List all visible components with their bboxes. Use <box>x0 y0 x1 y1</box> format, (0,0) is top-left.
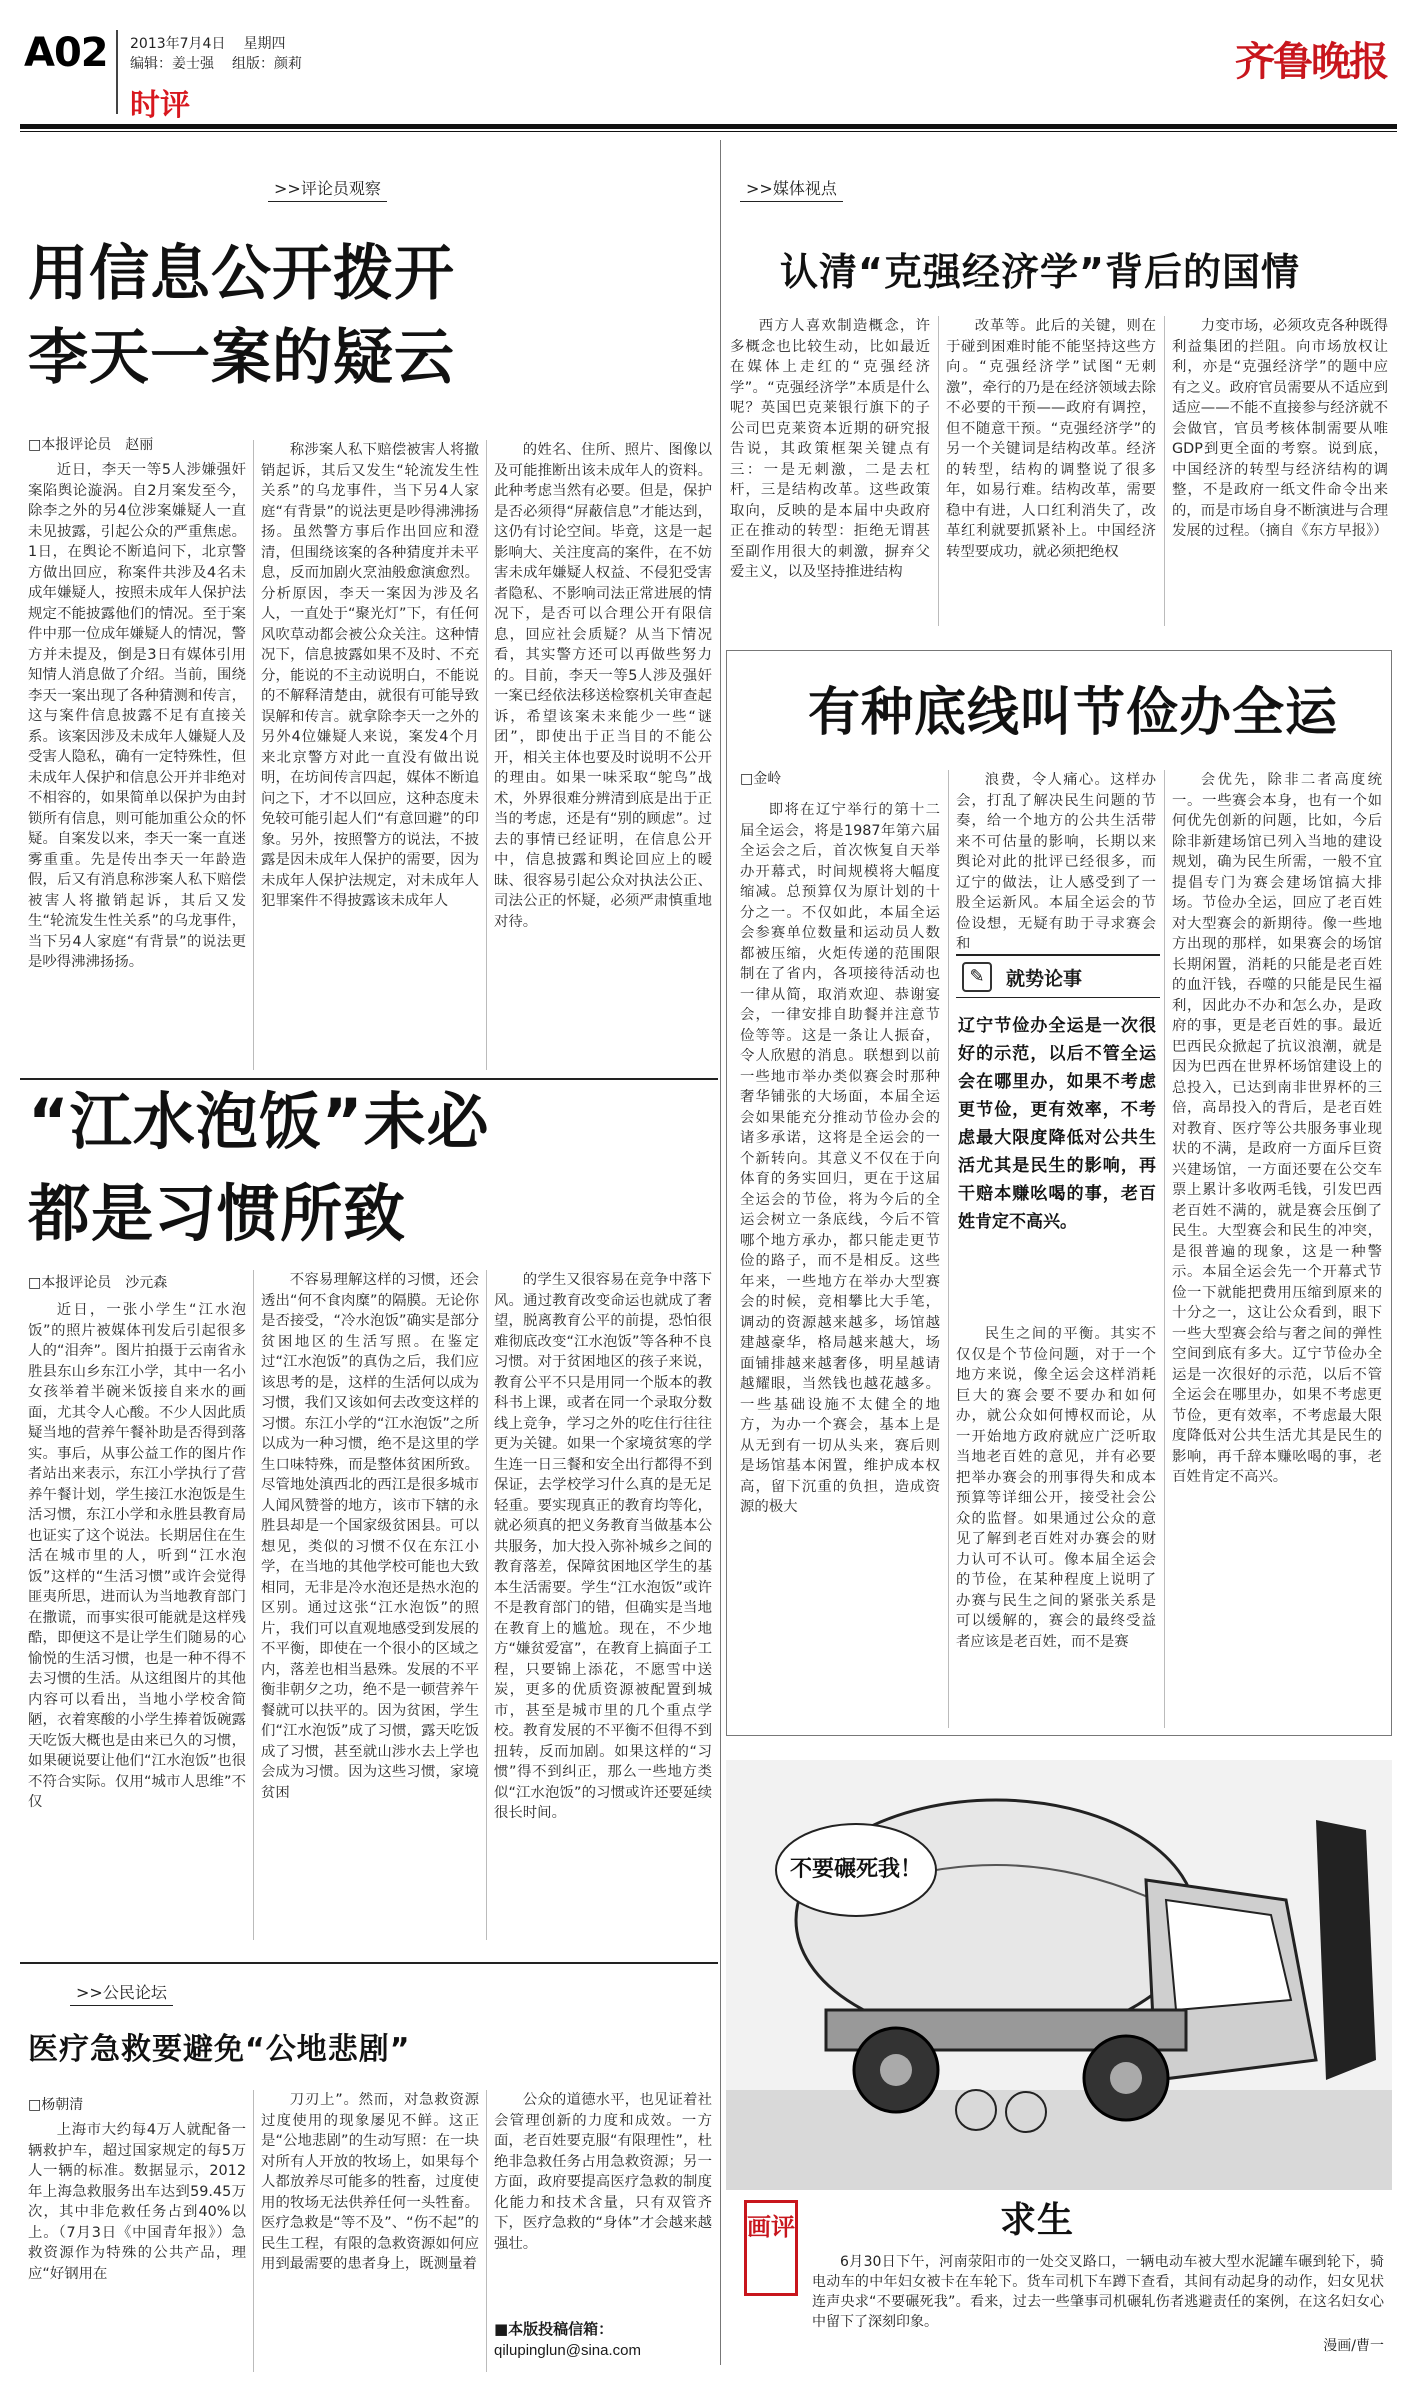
speech-text: 不要碾死我！ <box>789 1857 923 1882</box>
article5-col1 <box>740 800 940 1728</box>
newspaper-logo: 齐鲁晚报 <box>1235 38 1387 85</box>
column-divider <box>253 1270 254 1940</box>
road <box>726 2090 1392 2190</box>
header-divider <box>116 30 118 114</box>
column-tag-observer: >>评论员观察 <box>268 176 387 202</box>
column-divider <box>1164 770 1165 1728</box>
page-column-divider <box>720 140 721 2365</box>
cartoon-title: 求生 <box>1000 2200 1075 2241</box>
article2-col2 <box>261 1270 479 1938</box>
article2-text: 近日，一张小学生“江水泡饭”的照片被媒体刊发后引起很多人的“泪奔”。图片拍摄于云南省永胜县东山乡东江小学，其中一名小女孩举着半碗米饭接自来水的画面，尤其令人心酸。不少人因此质疑当地的营养午餐补助是否得到落实。事后，从事公益工作的图片作者站出来表示，东江小学执行了营养午餐计划，学生接江水泡饭是生活习惯，东江小学和永胜县教育局也证实了这个说法。长期居住在生活在城市里的人，听到“江水泡饭”这样的“生活习惯”或许会觉得匪夷所思，进而认为当地教育部门在撒谎，而事实很可能就是这样残酷，即便这不是让学生们随易的心愉悦的生活习惯，也是一种不得不去习惯的生活。从这组图片的其他内容可以看出，当地小学校舍简陋，衣着寒酸的小学生捧着饭碗露天吃饭大概也是由来已久的习惯，如果硬说要让他们“江水泡饭”也很不符合实际。仅用“城市人思维”不仅 <box>28 1302 246 1810</box>
commentary-icon: ✎ <box>962 962 992 992</box>
column-divider <box>1164 316 1165 626</box>
article5-col2 <box>956 770 1156 952</box>
wheel-rear-hub <box>880 2054 912 2086</box>
article1-text: 的姓名、住所、照片、图像以及可能推断出该未成年人的资料。此种考虑当然有必要。但是，保护是否必须得“屏蔽信息”才能达到，这仍有讨论空间。毕竟，这是一起影响大、关注度高的案件，在不妨害未成年嫌疑人权益、不侵犯受害者隐私、不影响司法正常进展的情况下，是否可以合理公开有限信息，回应社会质疑？从当下情况看，其实警方还可以再做些努力的。目前，李天一等5人涉及强奸一案已经依法移送检察机关审查起诉，希望该案未来能少一些“谜团”，即使出于正当目的不能公开，相关主体也要及时说明不公开的理由。如果一味采取“鸵鸟”战术，外界很难分辨清到底是出于正当的考虑，还是有“别的顾虑”。过去的事情已经证明，在信息公开中，信息披露和舆论回应上的暧昧、很容易引起公众对执法公正、司法公正的怀疑，必须严肃慎重地对待。 <box>494 442 712 930</box>
column-divider <box>253 440 254 1070</box>
driver-figure <box>1316 1820 1376 2080</box>
article2-title-line2: 都是习惯所致 <box>28 1177 407 1250</box>
editorial-cartoon <box>726 1760 1392 2190</box>
page-code: A02 <box>24 30 108 76</box>
article4-col2 <box>946 316 1156 626</box>
article1-text: 称涉案人私下赔偿被害人将撤销起诉，其后又发生“轮流发生性关系”的乌龙事件，当下另4人家庭“有背景”的说法更是吵得沸沸扬扬。虽然警方事后作出回应和澄清，但围绕该案的各种猜度并未平息，反而加剧火烹油般愈演愈烈。分析原因，李天一案因为涉及名人，一直处于“聚光灯”下，有任何风吹草动都会被公众关注。这种情况下，信息披露如果不及时、不充分，能说的不主动说明白，不能说的不解释清楚由，就很有可能导致误解和传言。就拿除李天一之外的另外4位嫌疑人来说，案发4个月来北京警方对此一直没有做出说明，在坊间传言四起，媒体不断追问之下，才不以回应，这种态度未免较可能引起人们“有意回避”的印象。另外，按照警方的说法，不披露是因未成年人保护的需要，因为未成年人保护法规定，对未成年人犯罪案件不得披露该未成年人 <box>261 442 479 909</box>
article1-title-line1: 用信息公开拨开 <box>28 239 455 309</box>
column-divider <box>938 316 939 626</box>
article5-byline: □金岭 <box>740 771 782 787</box>
column-tag-media: >>媒体视点 <box>740 176 843 202</box>
article5-text: 浪费，令人痛心。这样办会，打乱了解决民生问题的节奏，给一个地方的公共生活带来不可估量的影响，长期以来舆论对此的批评已经很多，而辽宁的做法，让人感受到了一股全运新风。本届全运会的节俭设想，无疑有助于寻求赛会和 <box>956 772 1156 952</box>
article1-col1 <box>28 460 246 1068</box>
pullquote-header <box>956 954 1160 998</box>
column-divider <box>486 2090 487 2372</box>
issue-weekday: 星期四 <box>243 36 286 52</box>
pullquote-box-title: 就势论事 <box>1006 968 1083 990</box>
contact-email[interactable]: qilupinglun@sina.com <box>494 2342 641 2359</box>
article4-col1 <box>730 316 930 626</box>
article2-title <box>28 1076 490 1260</box>
pullquote-text: 辽宁节俭办全运是一次很好的示范，以后不管全运会在哪里办，如果不考虑更节俭，更有效率，不考虑最大限度降低对公共生活尤其是民生的影响，再干赔本赚吆喝的事，老百姓肯定不高兴。 <box>958 1016 1156 1232</box>
header-meta <box>130 34 320 74</box>
article2-byline: □本报评论员 沙元森 <box>28 1275 168 1291</box>
cartoon-caption-text: 6月30日下午，河南荥阳市的一处交叉路口，一辆电动车被大型水泥罐车碾到轮下，骑电动车的中年妇女被卡在车轮下。货车司机下车蹲下查看，其间有动起身的动作，妇女见状连声央求“不要碾死我”。看来，过去一些肇事司机碾轧伤者逃避责任的案例，在这名妇女心中留下了深刻印象。 <box>812 2254 1384 2330</box>
article4-text: 改革等。此后的关键，则在于碰到困难时能不能坚持这些方向。“克强经济学”试图“无刺激”，牵行的乃是在经济领域去除不必要的干预——政府有调控，但不随意干预。“克强经济学”的另一个关键词是结构改革。经济的转型，结构的调整说了很多年，如易行难。结构改革，需要稳中有进，人口红利消失了，改革红利就要抓紧补上。中国经济转型要成功，就必须把绝权 <box>946 318 1156 560</box>
issue-date: 2013年7月4日 <box>130 36 226 52</box>
article3-col3 <box>494 2090 712 2300</box>
contact-label: ■本版投稿信箱： <box>494 2320 614 2338</box>
article2-text: 不容易理解这样的习惯，还会透出“何不食肉糜”的隔膜。无论你是否接受，“冷水泡饭”确实是部分贫困地区的生活写照。在鉴定过“江水泡饭”的真伪之后，我们应该思考的是，这样的生活何以成为习惯，我们又该如何去改变这样的习惯。东江小学的“江水泡饭”之所以成为一种习惯，绝不是这里的学生口味特殊，而是整体贫困所致。尽管地处滇西北的西江是很多城市人闻风赞誉的地方，该市下辖的永胜县却是一个国家级贫困县。可以想见，类似的习惯不仅在东江小学，在当地的其他学校可能也大致相同，无非是冷水泡还是热水泡的区别。通过这张“江水泡饭”的照片，我们可以直观地感受到发展的不平衡，即使在一个很小的区域之内，落差也相当悬殊。发展的不平衡非朝夕之功，绝不是一顿营养午餐就可以扶平的。因为贫困，学生们“江水泡饭”成了习惯，露天吃饭成了习惯，甚至就山涉水去上学也会成为习惯。因为这些习惯，家境贫困 <box>261 1272 479 1801</box>
cartoon-credit: 漫画/曹一 <box>1323 2338 1384 2354</box>
article3-col2 <box>261 2090 479 2370</box>
header-rule <box>20 124 1397 129</box>
article1-title-line2: 李天一案的疑云 <box>28 323 455 393</box>
article2-title-line1: “江水泡饭”未必 <box>28 1085 490 1158</box>
article4-text: 力变市场，必须攻克各种既得利益集团的拦阻。向市场放权让利，亦是“克强经济学”的题中应有之义。政府官员需要从不适应到适应——不能不直接参与经济就不会做官，官员考核体制需要从唯GDP到更全面的考察。说到底，中国经济的转型与经济结构的调整，不是政府一纸文件命令出来的，而是市场自身不断演进与合理发展的过程。（摘自《东方早报》） <box>1172 318 1388 539</box>
article3-title: 医疗急救要避免“公地悲剧” <box>28 2032 411 2067</box>
column-divider <box>486 1270 487 1940</box>
column-tag-forum: >>公民论坛 <box>70 1980 173 2006</box>
article3-text: 上海市大约每4万人就配备一辆救护车，超过国家规定的每5万人一辆的标准。数据显示，2012年上海急救服务出车达到59.45万次，其中非危救任务占到40%以上。（7月3日《中国青年报》）急救资源作为特殊的公共产品，理应“好钢用在 <box>28 2122 246 2282</box>
column-divider <box>253 2090 254 2372</box>
article1-col3 <box>494 440 712 1068</box>
cab-window <box>1166 1900 1291 2010</box>
article5-col2b <box>956 1324 1156 1728</box>
article5-title: 有种底线叫节俭办全运 <box>808 683 1339 743</box>
wheel-front-hub <box>1110 2062 1142 2094</box>
article3-byline: □杨朝清 <box>28 2097 84 2113</box>
cartoon-illustration <box>726 1760 1392 2190</box>
article1-byline: □本报评论员 赵丽 <box>28 437 154 453</box>
article2-text: 的学生又很容易在竞争中落下风。通过教育改变命运也就成了奢望，脱离教育公平的前提，恐怕很难彻底改变“江水泡饭”等各种不良习惯。对于贫困地区的孩子来说，教育公平不只是用同一个版本的教科书上课，或者在同一个录取分数线上竞争，学习之外的吃住行往往更为关键。如果一个家境贫寒的学生连一日三餐和安全出行都得不到保证，去学校学习什么真的是无足轻重。要实现真正的教育均等化，就必须真的把义务教育当做基本公共服务，加大投入弥补城乡之间的教育落差，保障贫困地区学生的基本生活需要。学生“江水泡饭”或许不是教育部门的错，但确实是当地在教育上的尴尬。现在，不少地方“嫌贫爱富”，在教育上搞面子工程，只要锦上添花，不愿雪中送炭，更多的优质资源被配置到城市，甚至是城市里的几个重点学校。教育发展的不平衡不但得不到扭转，反而加剧。如果这样的“习惯”得不到纠正，那么一些地方类似“江水泡饭”的习惯或许还要延续很长时间。 <box>494 1272 712 1821</box>
article3-text: 刀刃上”。然而，对急救资源过度使用的现象屡见不鲜。这正是“公地悲剧”的生动写照：在一块对所有人开放的牧场上，如果每个人都放养尽可能多的牲畜，过度使用的牧场无法供养任何一头牲畜。医疗急救是“等不及”、“伤不起”的民生工程，有限的急救资源如何应用到最需要的患者身上，既测量着 <box>261 2092 479 2272</box>
article5-col3 <box>1172 770 1382 1728</box>
article3-col1 <box>28 2120 246 2370</box>
article4-title: 认清“克强经济学”背后的国情 <box>780 250 1300 294</box>
article1-title <box>28 232 455 400</box>
article1-col2 <box>261 440 479 1068</box>
layout-credit: 组版：颜莉 <box>232 56 302 72</box>
column-divider <box>948 770 949 1728</box>
editor-credit: 编辑：姜士强 <box>130 56 214 72</box>
contact-block <box>494 2318 712 2362</box>
article3-text: 公众的道德水平，也见证着社会管理创新的力度和成效。一方面，老百姓要克服“有限理性”，杜绝非急救任务占用急救资源；另一方面，政府要提高医疗急救的制度化能力和技术含量，只有双管齐下，医疗急救的“身体”才会越来越强壮。 <box>494 2092 712 2252</box>
article1-text: 近日，李天一等5人涉嫌强奸案陷舆论漩涡。自2月案发至今，除李之外的另4位涉案嫌疑人一直未见披露，引起公众的严重焦虑。1日，在舆论不断追问下，北京警方做出回应，称案件共涉及4名未成年嫌疑人，按照未成年人保护法规定不能披露他们的情况。至于案件中那一位成年嫌疑人的情况，警方并未提及，倒是3日有媒体引用知情人消息做了介绍。当前，围绕李天一案出现了各种猜测和传言，这与案件信息披露不足有直接关系。该案因涉及未成年人嫌疑人及受害人隐私，确有一定特殊性，但未成年人保护和信息公开并非绝对不相容的，如果简单以保护为由封锁所有信息，则可能加重公众的怀疑。自案发以来，李天一案一直迷雾重重。先是传出李天一年龄造假，后又有消息称涉案人私下赔偿被害人将撤销起诉，其后又发生“轮流发生性关系”的乌龙事件，当下另4人家庭“有背景”的说法更是吵得沸沸扬扬。 <box>28 462 246 970</box>
article4-text: 西方人喜欢制造概念，许多概念也比较生动，比如最近在媒体上走红的“克强经济学”。“克强经济学”本质是什么呢？英国巴克莱银行旗下的子公司巴克莱资本近期的研究报告说，其政策框架关键点有三：一是无刺激，二是去杠杆，三是结构改革。这些政策取向，反映的是本届中央政府正在推动的转型：拒绝无谓甚至副作用很大的刺激，摒弃父爱主义，以及坚持推进结构 <box>730 318 930 580</box>
cartoon-seal: 画评 <box>744 2200 798 2296</box>
header-rule-thin <box>20 131 1397 132</box>
article-separator <box>20 1962 718 1964</box>
cartoon-caption <box>812 2252 1384 2332</box>
article5-text: 即将在辽宁举行的第十二届全运会，将是1987年第六届全运会之后，首次恢复自天举办开幕式，时间规模将大幅度缩减。总预算仅为原计划的十分之一。不仅如此，本届全运会参赛单位数量和运动员人数都被压缩，火炬传递的范围限制在了省内，各项接待活动也一律从简，取消欢迎、恭谢宴会，一律安排自助餐并注意节俭等等。这是一条让人振奋，令人欣慰的消息。联想到以前一些地市举办类似赛会时那种奢华铺张的大场面，本届全运会如果能充分推动节俭办会的诸多承诺，这将是全运会的一个新转向。其意义不仅在于向体育的务实回归，更在于这届全运会的节俭，将为今后的全运会树立一条底线，今后不管哪个地方承办，都只能走更节俭的路子，而不是相反。这些年来，一些地方在举办大型赛会的时候，竞相攀比大手笔，调动的资源越来越多，场馆越建越豪华，格局越来越大，场面铺排越来越奢侈，明星越请越耀眼，当然钱也越花越多。一些基础设施不太健全的地方，为办一个赛会，基本上是从无到有一切从头来，赛后则是场馆基本闲置，维护成本权高，留下沉重的负担，造成资源的极大 <box>740 802 940 1515</box>
article2-col1 <box>28 1300 246 1938</box>
article4-col3 <box>1172 316 1388 626</box>
section-title: 时评 <box>130 88 190 123</box>
column-divider <box>486 440 487 1070</box>
article2-col3 <box>494 1270 712 1938</box>
article5-text: 会优先，除非二者高度统一。一些赛会本身，也有一个如何优先创新的问题，比如，今后除非新建场馆已列入当地的建设规划，确为民生所需，一般不宜提倡专门为赛会建场馆搞大排场。节俭办全运，回应了老百姓对大型赛会的新期待。像一些地方出现的那样，如果赛会的场馆长期闲置，消耗的只能是老百姓的血汗钱，吞噬的只能是民生福利，因此办不办和怎么办，是政府的事，更是老百姓的事。最近巴西民众掀起了抗议浪潮，就是因为巴西在世界杯场馆建设上的总投入，已达到南非世界杯的三倍，高昂投入的背后，是老百姓对教育、医疗等公共服务事业现状的不满，是政府一方面斥巨资兴建场馆，一方面还要在公交车票上累计多收两毛钱，引发巴西老百姓不满的，就是赛会压倒了民生。大型赛会和民生的冲突，是很普遍的现象，这是一种警示。本届全运会先一个开幕式节俭一下就能把费用压缩到原来的十分之一，这让公众看到，眼下一些大型赛会给与奢之间的弹性空间到底有多大。辽宁节俭办全运是一次很好的示范，以后不管全运会在哪里办，如果不考虑更节俭，更有效率，不考虑最大限度降低对公共生活尤其是民生的影响，再千辞本赚吆喝的事，老百姓肯定不高兴。 <box>1172 772 1382 1485</box>
article5-text: 民生之间的平衡。其实不仅仅是个节俭问题，对于一个地方来说，像全运会这样消耗巨大的赛会要不要办和如何办，就公众如何博权而论，从一开始地方政府就应广泛听取当地老百姓的意见，并有必要把举办赛会的刑事得失和成本预算等详细公开，接受社会公众的监督。如果通过公众的意见了解到老百姓对办赛会的财力认可不认可。像本届全运会的节俭，在某种程度上说明了办赛与民生之间的紧张关系是可以缓解的，赛会的最终受益者应该是老百姓，而不是赛 <box>956 1326 1156 1650</box>
